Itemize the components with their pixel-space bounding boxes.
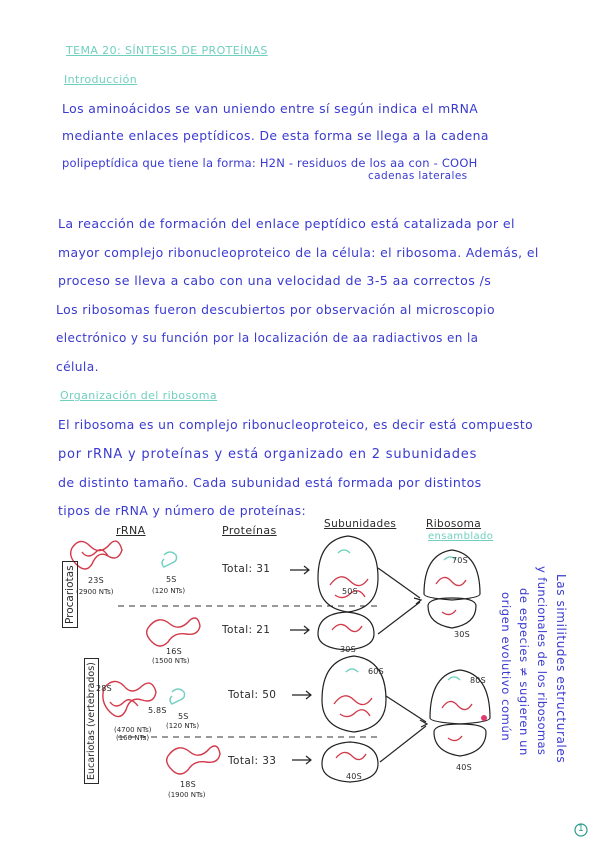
euk-large-proteins: Total: 50 [228,689,277,701]
subunit-50s-drawing [318,536,378,612]
pro-large-rrna-nts: (2900 NTs) [76,588,114,596]
pro-large-subunit: 50S [342,587,358,596]
intro-note: cadenas laterales [368,170,468,182]
side-note-line-2: y funcionales de los ribosomas [535,566,549,756]
pro-ribosome-small: 30S [454,630,470,639]
page-number: 1 [578,824,585,834]
rrna-5s-euk-drawing [170,689,185,704]
side-note-line-1: Las similitudes estructurales [554,574,568,764]
header-ribosome: Ribosoma [426,518,482,530]
header-rrna: rRNA [116,524,146,537]
reaction-line-1: La reacción de formación del enlace peptídico está catalizada por el [58,216,515,231]
org-line-3: de distinto tamaño. Cada subunidad está formada por distintos [58,475,482,490]
intro-line-1: Los aminoácidos se van uniendo entre sí según indica el mRNA [62,101,479,116]
arrow-icon [378,602,420,634]
section-heading-intro: Introducción [64,73,138,86]
rrna-18s-drawing [167,746,220,774]
rrna-23s-drawing [71,541,122,569]
euk-small-subunit: 40S [346,772,362,781]
label-eukaryotes: Eucariotas (vertebrados) [84,658,99,784]
pro-5s-nts: (120 NTs) [152,587,186,595]
euk-large-subunit: 60S [368,667,384,676]
org-line-2: por rRNA y proteínas y está organizado en 2 subunidades [58,447,478,462]
euk-large-rrna-nts-b: (160 NTs) [116,734,150,742]
euk-small-proteins: Total: 33 [228,755,277,767]
pro-large-proteins: Total: 31 [222,563,271,575]
pro-large-rrna: 23S [88,576,104,585]
section-heading-organization: Organización del ribosoma [60,389,218,402]
reaction-line-5: electrónico y su función por la localización de aa radiactivos en la [56,331,479,345]
euk-ribosome: 80S [470,676,486,685]
euk-large-rrna-b: 5.8S [148,706,167,715]
reaction-line-4: Los ribosomas fueron descubiertos por observación al microscopio [56,302,495,317]
euk-small-rrna-nts: (1900 NTs) [168,791,206,799]
reaction-line-6: célula. [56,360,99,374]
euk-large-rrna-nts-a: (4700 NTs) [114,726,152,734]
header-assembled: ensamblado [428,531,494,542]
page-title: TEMA 20: SÍNTESIS DE PROTEÍNAS [66,44,268,57]
pro-small-rrna: 16S [166,647,182,656]
euk-ribosome-small: 40S [456,763,472,772]
ribosome-80s-small [434,724,486,756]
pro-small-proteins: Total: 21 [222,624,271,636]
arrow-icon [378,568,420,598]
euk-large-rrna-a: 28S [96,684,112,693]
reaction-line-3: proceso se lleva a cabo con una velocidad de 3-5 aa correctos /s [58,273,492,288]
org-line-4: tipos de rRNA y número de proteínas: [58,503,307,518]
reaction-line-2: mayor complejo ribonucleoproteico de la célula: el ribosoma. Además, el [58,245,539,260]
pro-ribosome: 70S [452,556,468,565]
arrow-icon [414,598,421,604]
arrow-icon [380,726,426,762]
euk-5s-nts: (120 NTs) [166,722,200,730]
label-prokaryotes: Procariotas [62,561,78,628]
arrow-icon [386,696,426,722]
intro-line-3: polipeptídica que tiene la forma: H2N - residuos de los aa con - COOH [62,156,478,170]
rrna-16s-drawing [147,618,200,646]
pro-small-rrna-nts: (1500 NTs) [152,657,190,665]
intro-line-2: mediante enlaces peptídicos. De esta forma se llega a la cadena [62,128,489,143]
header-subunits: Subunidades [324,518,397,530]
org-line-1: El ribosoma es un complejo ribonucleoproteico, es decir está compuesto [58,418,534,432]
euk-small-rrna: 18S [180,780,196,789]
euk-5s: 5S [178,712,189,721]
rrna-5s-drawing [162,552,177,567]
pro-small-subunit: 30S [340,645,356,654]
side-note-line-4: origen evolutivo común [499,592,513,742]
side-note-line-3: de especies ≠ sugieren un [517,588,531,756]
header-proteins: Proteínas [222,524,277,537]
pro-5s: 5S [166,575,177,584]
